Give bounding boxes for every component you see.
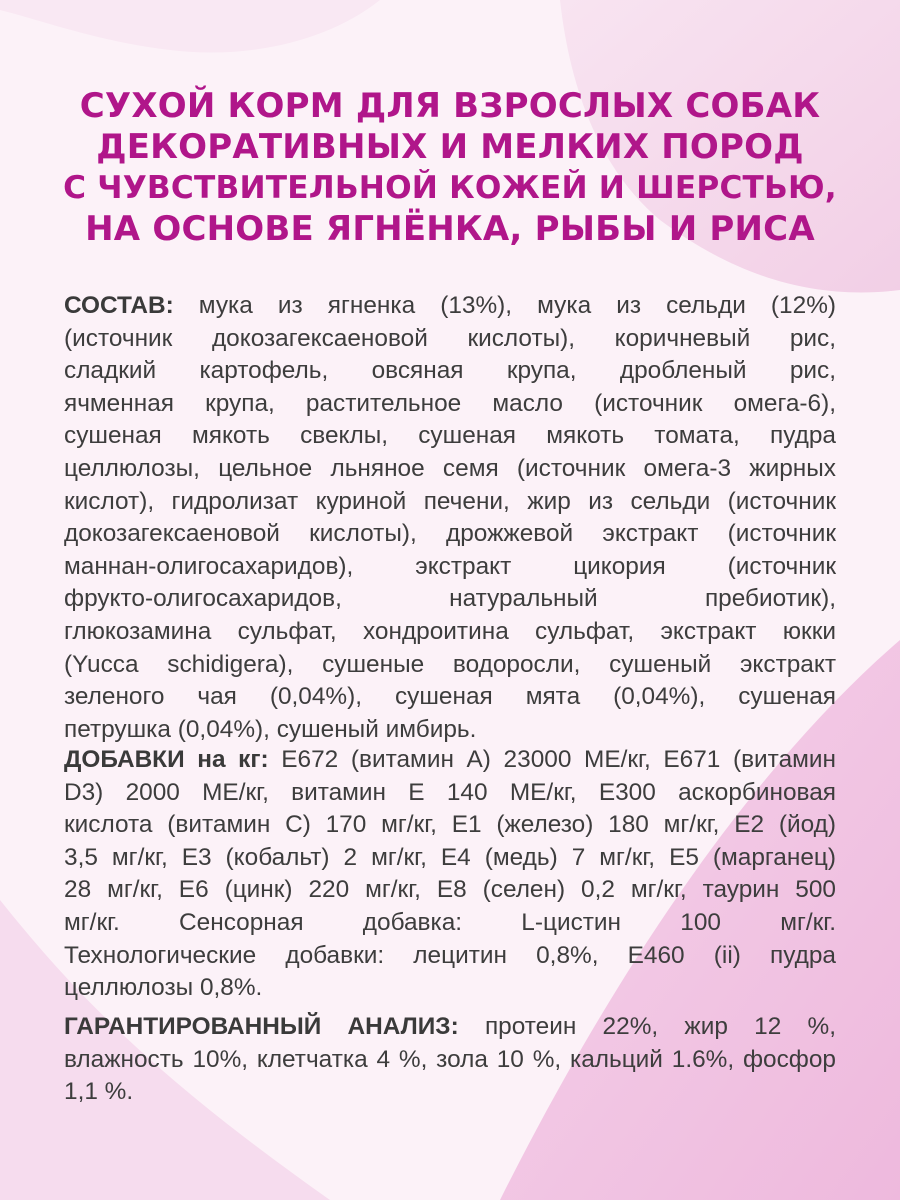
title-line: СУХОЙ КОРМ ДЛЯ ВЗРОСЛЫХ СОБАК: [79, 86, 821, 126]
additives-line: 28 мг/кг, Е6 (цинк) 220 мг/кг, Е8 (селен) 0,2 мг/кг, таурин 500: [64, 876, 836, 904]
additives-section: [64, 744, 836, 1005]
analysis-line: 1,1 %.: [64, 1078, 134, 1106]
composition-line: сладкий картофель, овсяная крупа, дробленый рис,: [64, 357, 836, 385]
composition-text: мука из ягненка (13%), мука из сельди (12%): [173, 292, 836, 319]
composition-line: кислот), гидролизат куриной печени, жир из сельди (источник: [64, 487, 836, 515]
title-line: ДЕКОРАТИВНЫХ И МЕЛКИХ ПОРОД: [96, 127, 804, 167]
composition-line: глюкозамина сульфат, хондроитина сульфат, экстракт юкки: [64, 617, 836, 645]
composition-line: целлюлозы, цельное льняное семя (источник омега-3 жирных: [64, 454, 836, 482]
composition-line: маннан-олигосахаридов), экстракт цикория (источник: [64, 552, 836, 580]
composition-line: (Yucca schidigera), сушеные водоросли, сушеный экстракт: [64, 650, 836, 678]
additives-line: [64, 744, 836, 777]
composition-line: фрукто-олигосахаридов, натуральный пребиотик),: [64, 585, 836, 613]
additives-line: кислота (витамин С) 170 мг/кг, Е1 (железо) 180 мг/кг, Е2 (йод): [64, 811, 836, 839]
additives-line: 3,5 мг/кг, Е3 (кобальт) 2 мг/кг, Е4 (медь) 7 мг/кг, Е5 (марганец): [64, 843, 836, 871]
composition-line: сушеная мякоть свеклы, сушеная мякоть томата, пудра: [64, 422, 836, 450]
composition-line: [64, 290, 836, 323]
composition-line: (источник докозагексаеновой кислоты), коричневый рис,: [64, 324, 836, 352]
additives-text: Е672 (витамин А) 23000 МЕ/кг, Е671 (витамин: [268, 746, 836, 773]
additives-label: ДОБАВКИ на кг:: [64, 746, 269, 773]
additives-line: D3) 2000 МЕ/кг, витамин Е 140 МЕ/кг, Е300 аскорбиновая: [64, 778, 836, 806]
analysis-line: влажность 10%, клетчатка 4 %, зола 10 %, кальций 1.6%, фосфор: [64, 1045, 836, 1073]
analysis-text: протеин 22%, жир 12 %,: [458, 1013, 837, 1040]
additives-line: мг/кг. Сенсорная добавка: L-цистин 100 мг/кг.: [64, 908, 836, 936]
composition-label: СОСТАВ:: [64, 292, 174, 319]
additives-line: целлюлозы 0,8%.: [64, 974, 263, 1002]
composition-line: зеленого чая (0,04%), сушеная мята (0,04%), сушеная: [64, 683, 836, 711]
product-title: [60, 86, 840, 250]
composition-line: докозагексаеновой кислоты), дрожжевой экстракт (источник: [64, 520, 836, 548]
analysis-line: [64, 1011, 836, 1044]
composition-line: петрушка (0,04%), сушеный имбирь.: [64, 715, 477, 743]
title-line: С ЧУВСТВИТЕЛЬНОЙ КОЖЕЙ И ШЕРСТЬЮ,: [63, 170, 837, 206]
composition-line: ячменная крупа, растительное масло (источник омега-6),: [64, 389, 836, 417]
title-line: НА ОСНОВЕ ЯГНЁНКА, РЫБЫ И РИСА: [85, 209, 815, 249]
analysis-section: [64, 1011, 836, 1109]
composition-section: [64, 290, 836, 746]
analysis-label: ГАРАНТИРОВАННЫЙ АНАЛИЗ:: [64, 1013, 459, 1040]
additives-line: Технологические добавки: лецитин 0,8%, Е460 (ii) пудра: [64, 941, 836, 969]
